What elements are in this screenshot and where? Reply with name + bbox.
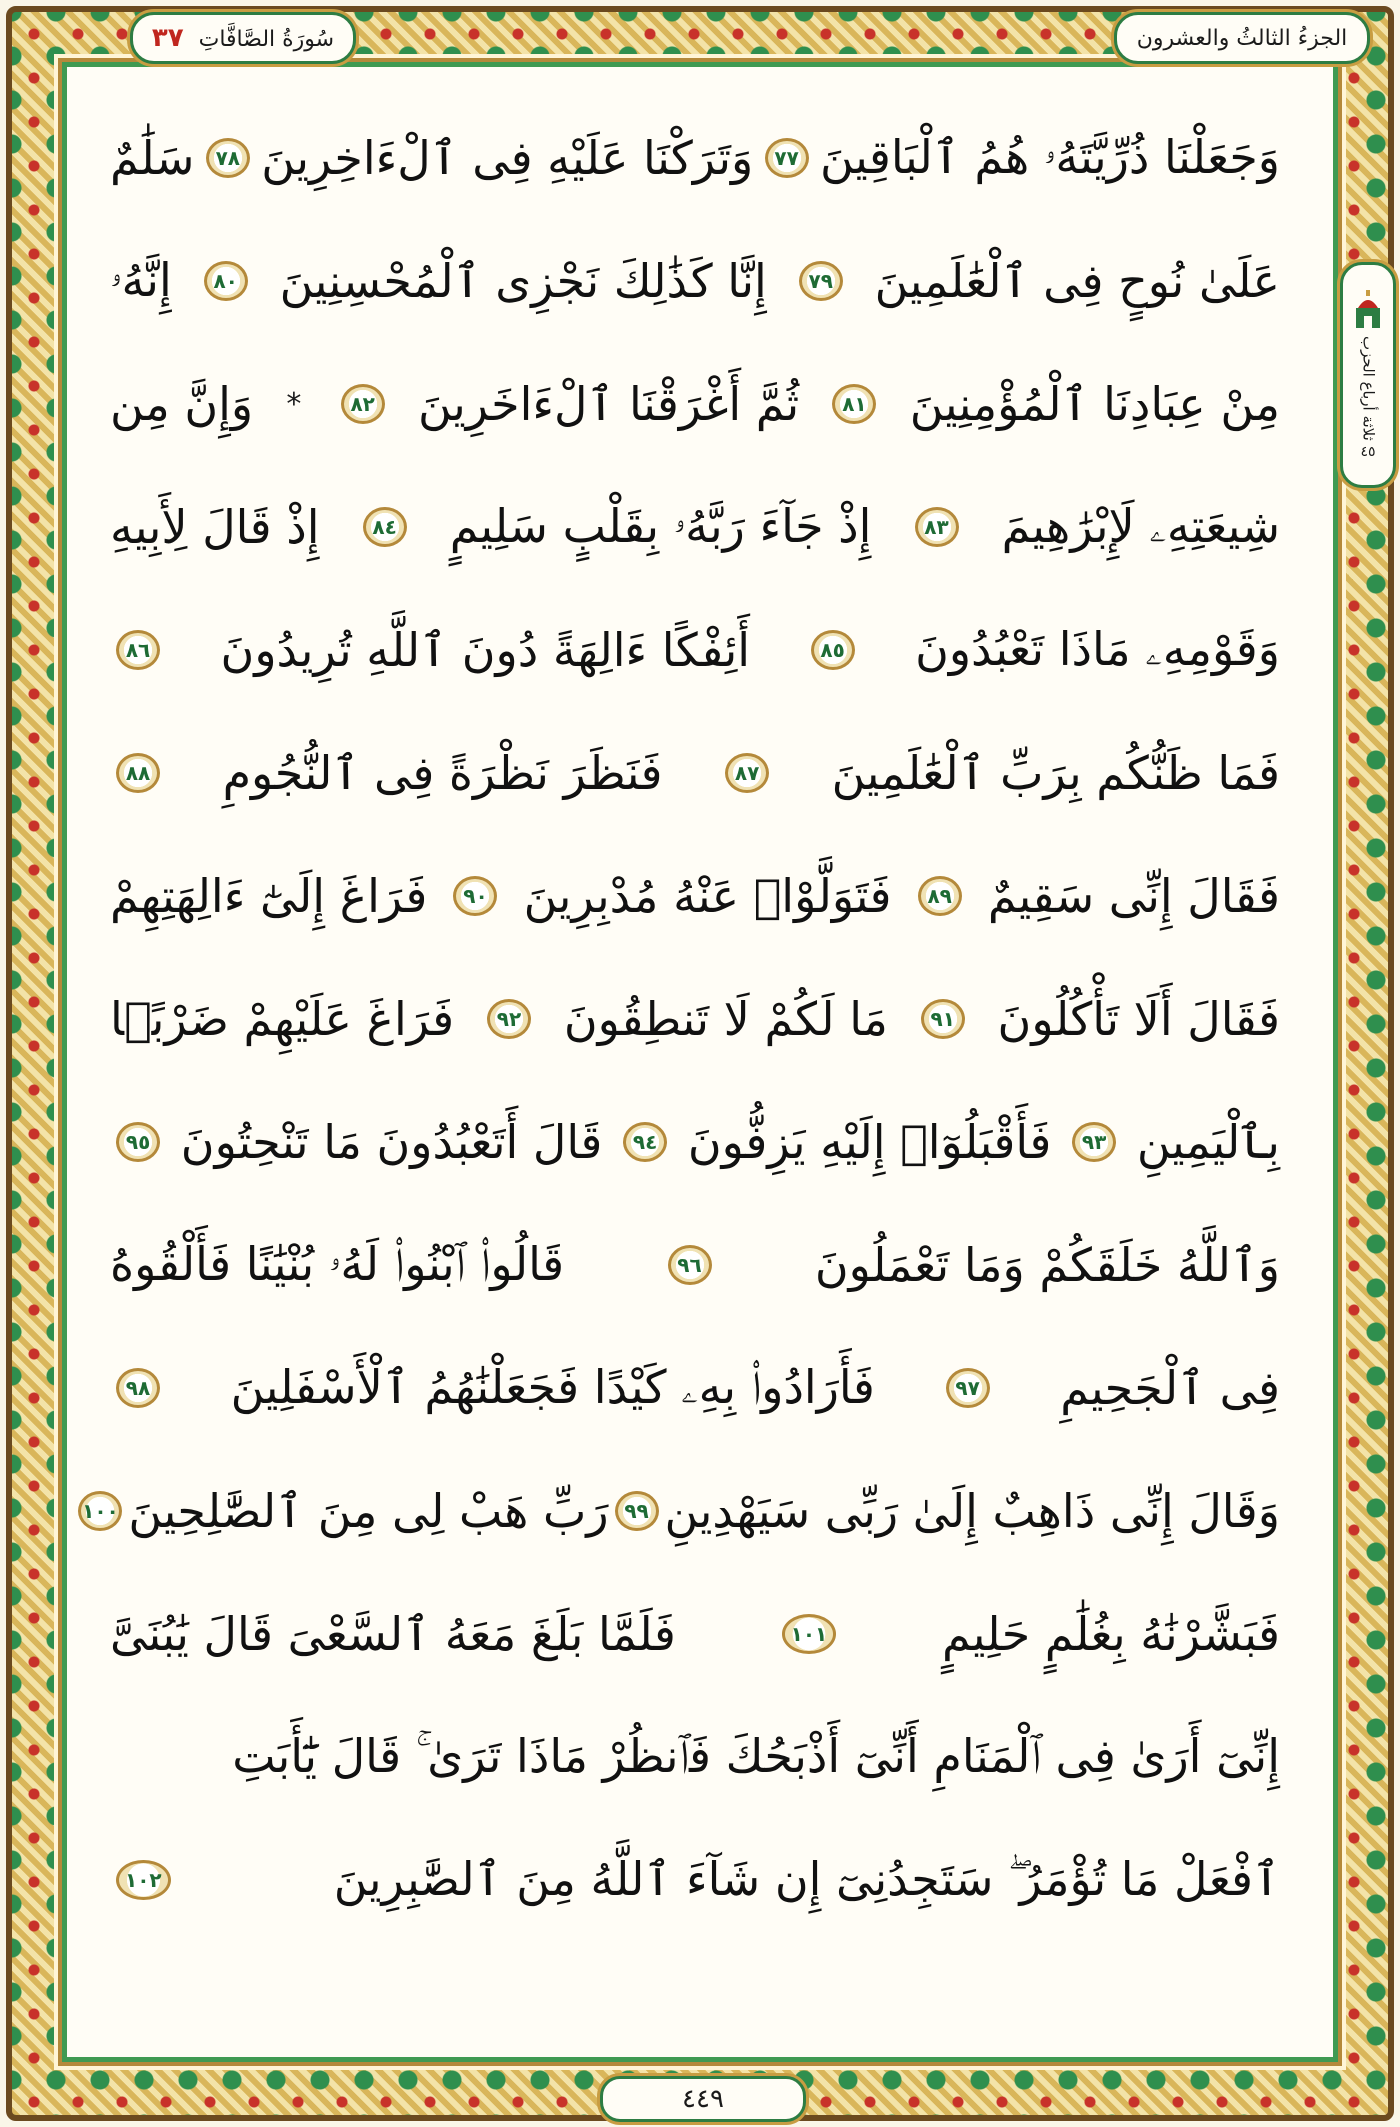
ayah-number-marker: ٨٨ — [116, 753, 160, 793]
ayah-number-marker: ٩٠ — [453, 876, 497, 916]
ayah-number-marker: ٨٦ — [116, 630, 160, 670]
text-line — [110, 733, 1280, 813]
ayah-text: فَرَاغَ عَلَيْهِمْ ضَرْبًۢا — [110, 992, 455, 1046]
ayah-text: مَا لَكُمْ لَا تَنطِقُونَ — [563, 992, 888, 1046]
ayah-text: وَتَرَكْنَا عَلَيْهِ فِى ٱلْءَاخِرِينَ — [261, 131, 754, 185]
ayah-text: شِيعَتِهِۦ لَإِبْرَٰهِيمَ — [1001, 499, 1280, 553]
ayah-text: ٱفْعَلْ مَا تُؤْمَرُ ۖ سَتَجِدُنِىٓ إِن شَآءَ ٱللَّهُ مِنَ ٱلصَّٰبِرِينَ — [333, 1852, 1280, 1906]
ayah-text: فَقَالَ أَلَا تَأْكُلُونَ — [997, 992, 1280, 1046]
ayah-text: فَتَوَلَّوْا۟ عَنْهُ مُدْبِرِينَ — [523, 869, 892, 923]
ayah-number-marker: ٩٥ — [116, 1122, 160, 1162]
ayah-text: وَجَعَلْنَا ذُرِّيَّتَهُۥ هُمُ ٱلْبَاقِينَ — [820, 130, 1280, 184]
text-line — [110, 1348, 1280, 1428]
ayah-text: فَلَمَّا بَلَغَ مَعَهُ ٱلسَّعْىَ قَالَ يَٰبُنَىَّ — [110, 1607, 676, 1661]
text-line — [110, 1717, 1280, 1797]
mosque-icon — [1353, 290, 1383, 330]
ayah-number-marker: ٨٧ — [725, 753, 769, 793]
hizb-number: ٤٥ — [1360, 444, 1376, 461]
ayah-number-marker: ٩٤ — [623, 1122, 667, 1162]
ayah-number-marker: ٨١ — [832, 384, 876, 424]
ayah-text: فِى ٱلْجَحِيمِ — [1060, 1361, 1280, 1415]
ayah-number-marker: ٩٨ — [116, 1368, 160, 1408]
ayah-number-marker: ٨٤ — [363, 507, 407, 547]
ayah-text: قَالُوا۟ ٱبْنُوا۟ لَهُۥ بُنْيَٰنًا فَأَلْقُوهُ — [110, 1237, 565, 1291]
ayah-number-marker: ٩٢ — [487, 999, 531, 1039]
ayah-text: فَمَا ظَنُّكُم بِرَبِّ ٱلْعَٰلَمِينَ — [831, 746, 1280, 800]
ayah-text: أَئِفْكًا ءَالِهَةً دُونَ ٱللَّهِ تُرِيدُونَ — [220, 623, 751, 677]
surah-header — [130, 12, 356, 64]
ayah-text: رَبِّ هَبْ لِى مِنَ ٱلصَّٰلِحِينَ — [128, 1484, 609, 1538]
ayah-number-marker: ٩٦ — [668, 1245, 712, 1285]
text-line — [110, 364, 1280, 444]
ayah-number-marker: ٨٠ — [204, 261, 248, 301]
ayah-text: إِذْ قَالَ لِأَبِيهِ — [110, 500, 320, 554]
text-line — [110, 979, 1280, 1059]
ayah-text: وَإِنَّ مِن — [110, 377, 254, 431]
ayah-number-marker: ٩٣ — [1072, 1122, 1116, 1162]
ayah-text: إِنَّهُۥ — [110, 253, 172, 307]
ayah-text: مِنْ عِبَادِنَا ٱلْمُؤْمِنِينَ — [909, 377, 1280, 431]
text-line — [110, 118, 1280, 198]
ayah-number-marker: ٨٥ — [811, 630, 855, 670]
surah-number: ٣٧ — [151, 23, 184, 53]
ayah-text: وَقَالَ إِنِّى ذَاهِبٌ إِلَىٰ رَبِّى سَيَهْدِينِ — [664, 1484, 1280, 1538]
ayah-text: ثُمَّ أَغْرَقْنَا ٱلْءَاخَرِينَ — [417, 377, 800, 431]
ayah-number-marker: ١٠٠ — [78, 1491, 122, 1531]
ayah-number-marker: ٨٢ — [341, 384, 385, 424]
text-line — [110, 1840, 1280, 1920]
ayah-number-marker: ٧٩ — [799, 261, 843, 301]
ayah-text: إِنَّا كَذَٰلِكَ نَجْزِى ٱلْمُحْسِنِينَ — [279, 254, 767, 308]
text-line — [110, 241, 1280, 321]
text-line — [110, 487, 1280, 567]
ayah-number-marker: ٨٩ — [918, 876, 962, 916]
ayah-text: فَأَرَادُوا۟ بِهِۦ كَيْدًا فَجَعَلْنَٰهُمُ ٱلْأَسْفَلِينَ — [230, 1360, 875, 1414]
rub-divider-mark: * — [286, 386, 302, 422]
juz-title: الجزءُ الثالثُ والعشرون — [1136, 25, 1348, 51]
ayah-number-marker: ٧٨ — [206, 138, 250, 178]
ayah-text: بِٱلْيَمِينِ — [1136, 1115, 1280, 1169]
text-line — [110, 856, 1280, 936]
ayah-text: فَقَالَ إِنِّى سَقِيمٌ — [987, 869, 1280, 923]
text-line — [110, 1225, 1280, 1305]
surah-name: سُورَةُ الصَّافَّاتِ — [198, 27, 335, 52]
quran-text — [82, 118, 1280, 2018]
ayah-number-marker: ١٠١ — [782, 1614, 837, 1654]
ayah-text: سَلَٰمٌ — [110, 131, 195, 185]
ayah-number-marker: ٩٧ — [946, 1368, 990, 1408]
ayah-number-marker: ٩٩ — [615, 1491, 659, 1531]
text-line — [82, 1471, 1280, 1551]
ayah-text: فَأَقْبَلُوٓا۟ إِلَيْهِ يَزِفُّونَ — [687, 1115, 1052, 1169]
ayah-text: إِذْ جَآءَ رَبَّهُۥ بِقَلْبٍ سَلِيمٍ — [449, 499, 872, 553]
hizb-label: ثلاثة أرباع الحزب — [1359, 335, 1378, 441]
ayah-number-marker: ٨٣ — [915, 507, 959, 547]
ayah-number-marker: ١٠٢ — [116, 1860, 171, 1900]
ayah-text: عَلَىٰ نُوحٍ فِى ٱلْعَٰلَمِينَ — [874, 254, 1280, 308]
text-line — [110, 610, 1280, 690]
hizb-marker — [1340, 262, 1396, 488]
ayah-text: إِنِّىٓ أَرَىٰ فِى ٱلْمَنَامِ أَنِّىٓ أَذْبَحُكَ فَٱنظُرْ مَاذَا تَرَىٰ ۚ قَالَ يَٰٓأَبَتِ — [232, 1729, 1280, 1783]
ayah-text: وَٱللَّهُ خَلَقَكُمْ وَمَا تَعْمَلُونَ — [814, 1238, 1280, 1292]
ayah-text: قَالَ أَتَعْبُدُونَ مَا تَنْحِتُونَ — [180, 1115, 603, 1169]
page-number — [600, 2076, 806, 2122]
page-number-value: ٤٤٩ — [682, 2084, 724, 2114]
ayah-text: فَرَاغَ إِلَىٰٓ ءَالِهَتِهِمْ — [110, 869, 428, 923]
ayah-text: وَقَوْمِهِۦ مَاذَا تَعْبُدُونَ — [915, 622, 1280, 676]
ayah-text: فَبَشَّرْنَٰهُ بِغُلَٰمٍ حَلِيمٍ — [942, 1607, 1280, 1661]
juz-header — [1114, 12, 1370, 64]
text-line — [110, 1102, 1280, 1182]
text-line — [110, 1594, 1280, 1674]
ayah-number-marker: ٧٧ — [765, 138, 809, 178]
ayah-number-marker: ٩١ — [921, 999, 965, 1039]
ayah-text: فَنَظَرَ نَظْرَةً فِى ٱلنُّجُومِ — [222, 746, 663, 800]
surah-title — [152, 23, 334, 53]
